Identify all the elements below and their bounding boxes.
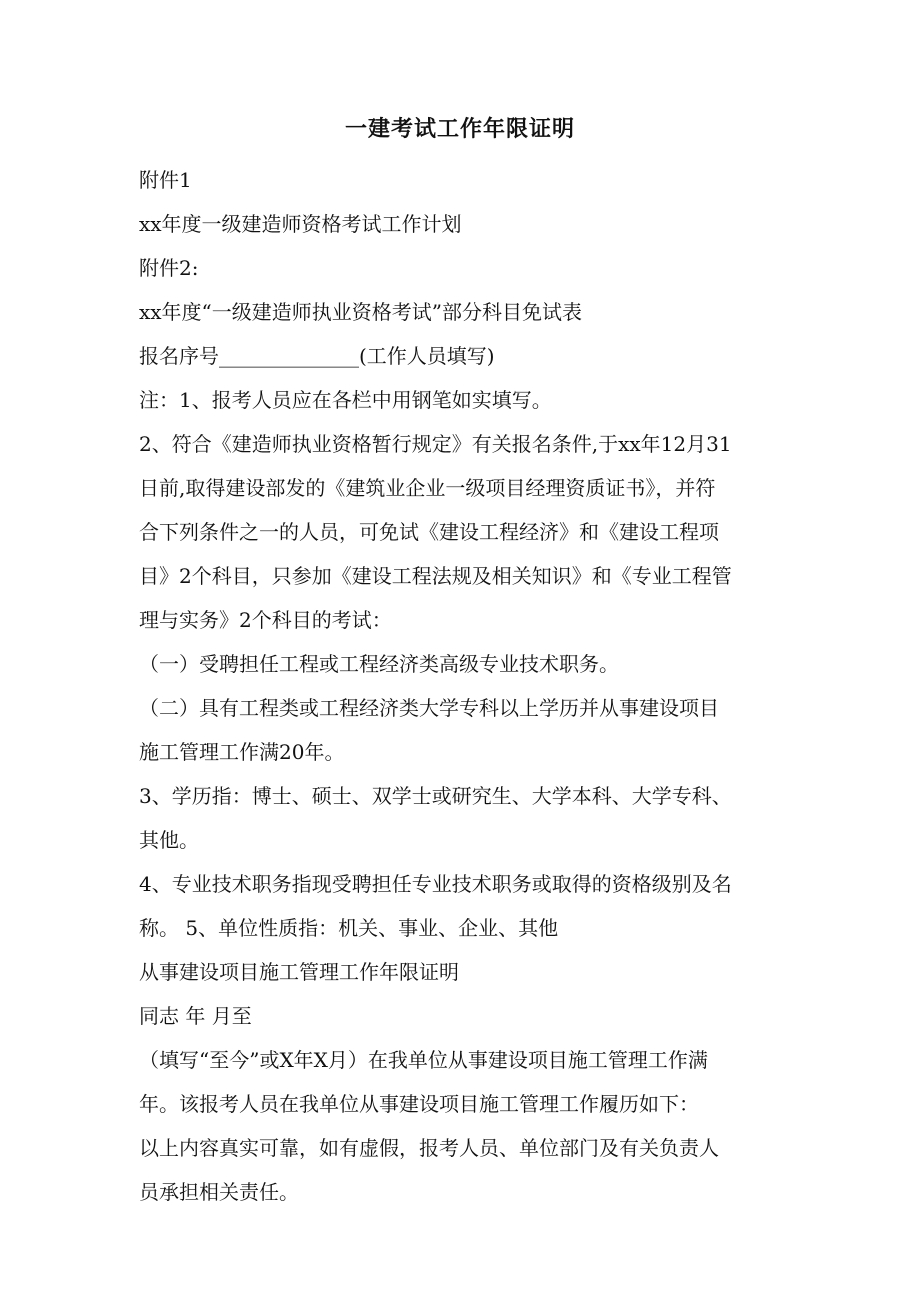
paragraph-line: 附件2: — [139, 256, 199, 280]
paragraph-line: 2、符合《建造师执业资格暂行规定》有关报名条件,于xx年12月31 — [139, 432, 732, 456]
paragraph-line: （二）具有工程类或工程经济类大学专科以上学历并从事建设项目 — [139, 696, 719, 720]
paragraph-line: 员承担相关责任。 — [139, 1180, 299, 1204]
paragraph-line: 同志 年 月至 — [139, 1004, 252, 1028]
paragraph-line: 以上内容真实可靠，如有虚假，报考人员、单位部门及有关负责人 — [139, 1136, 719, 1160]
paragraph-line: 报名序号______________(工作人员填写) — [139, 344, 495, 368]
paragraph-line: 从事建设项目施工管理工作年限证明 — [139, 960, 459, 984]
paragraph-line: xx年度“一级建造师执业资格考试”部分科目免试表 — [139, 300, 583, 324]
paragraph-line: 4、专业技术职务指现受聘担任专业技术职务或取得的资格级别及名 — [139, 872, 732, 896]
paragraph-line: 附件1 — [139, 168, 192, 192]
paragraph-line: 年。该报考人员在我单位从事建设项目施工管理工作履历如下： — [139, 1092, 699, 1116]
document-body — [139, 158, 779, 1214]
paragraph-line: 合下列条件之一的人员，可免试《建设工程经济》和《建设工程项 — [139, 520, 719, 544]
paragraph-line: 注：1、报考人员应在各栏中用钢笔如实填写。 — [139, 388, 552, 412]
paragraph-line: （填写“至今”或X年X月）在我单位从事建设项目施工管理工作满 — [139, 1048, 708, 1072]
paragraph-line: 日前,取得建设部发的《建筑业企业一级项目经理资质证书》，并符 — [139, 476, 716, 500]
paragraph-line: 施工管理工作满20年。 — [139, 740, 345, 764]
paragraph-line: 理与实务》2个科目的考试： — [139, 608, 392, 632]
paragraph-line: xx年度一级建造师资格考试工作计划 — [139, 212, 462, 236]
document-title: 一建考试工作年限证明 — [344, 116, 575, 142]
paragraph-line: 其他。 — [139, 828, 199, 852]
paragraph-line: 3、学历指：博士、硕士、双学士或研究生、大学本科、大学专科、 — [139, 784, 732, 808]
paragraph-line: （一）受聘担任工程或工程经济类高级专业技术职务。 — [139, 652, 619, 676]
paragraph-line: 称。 5、单位性质指：机关、事业、企业、其他 — [139, 916, 559, 940]
paragraph-line: 目》2个科目，只参加《建设工程法规及相关知识》和《专业工程管 — [139, 564, 732, 588]
